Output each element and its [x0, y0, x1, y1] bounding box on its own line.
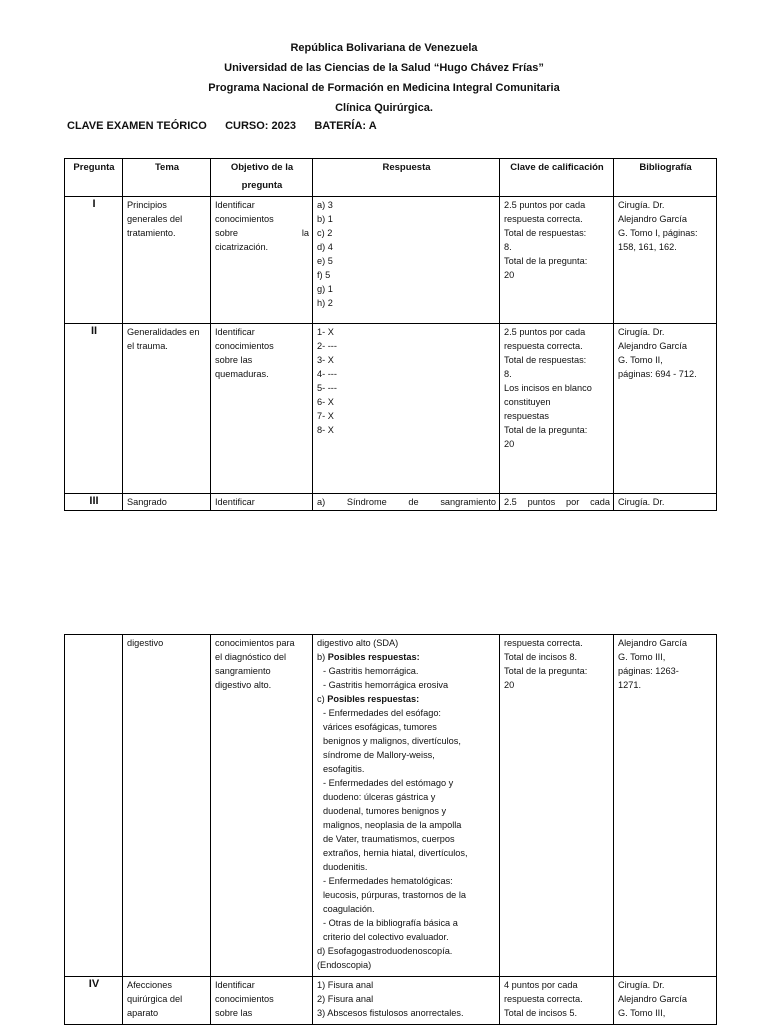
topic-cell: Principios generales del tratamiento. [123, 197, 211, 324]
grading-cell: 2.5 puntos por cada respuesta correcta. Total de respuestas: 8. Los incisos en blanco constituyen respuestas Total de la pregunta: 20 [500, 324, 614, 494]
bibliography-cell: Cirugía. Dr. [614, 494, 717, 511]
question-number [65, 635, 123, 977]
objective-cell: Identificar conocimientos sobre las quemaduras. [211, 324, 313, 494]
table-row [65, 635, 717, 977]
question-number: III [65, 494, 123, 511]
grading-cell: 2.5 puntos por cada respuesta correcta. Total de respuestas: 8. Total de la pregunta: 20 [500, 197, 614, 324]
answer-key-table [64, 158, 717, 511]
bibliography-cell: Cirugía. Dr. Alejandro García G. Tomo I, páginas: 158, 161, 162. [614, 197, 717, 324]
col-clave: Clave de calificación [500, 159, 614, 197]
exam-key-line: CLAVE EXAMEN TEÓRICO CURSO: 2023 BATERÍA: A [67, 120, 377, 132]
table-row [65, 324, 717, 494]
header-program: Programa Nacional de Formación en Medicina Integral Comunitaria [208, 82, 560, 94]
topic-cell: Sangrado [123, 494, 211, 511]
objective-cell: Identificar [211, 494, 313, 511]
question-number: IV [65, 977, 123, 1025]
question-number: II [65, 324, 123, 494]
table-row [65, 197, 717, 324]
header-university: Universidad de las Ciencias de la Salud “Hugo Chávez Frías” [224, 62, 544, 74]
topic-cell: Afecciones quirúrgica del aparato [123, 977, 211, 1025]
answer-key-table-continued [64, 634, 717, 1025]
bibliography-cell: Cirugía. Dr. Alejandro García G. Tomo II, páginas: 694 - 712. [614, 324, 717, 494]
answer-cell: 1- X 2- --- 3- X 4- --- 5- --- 6- X 7- X 8- X [313, 324, 500, 494]
topic-cell: Generalidades en el trauma. [123, 324, 211, 494]
table-header-row [65, 159, 717, 197]
header-country: República Bolivariana de Venezuela [290, 42, 478, 54]
table-row [65, 494, 717, 511]
table-row [65, 977, 717, 1025]
col-pregunta: Pregunta [65, 159, 123, 197]
topic-cell: digestivo [123, 635, 211, 977]
bibliography-cell: Cirugía. Dr. Alejandro García G. Tomo III, [614, 977, 717, 1025]
grading-cell: respuesta correcta. Total de incisos 8. Total de la pregunta: 20 [500, 635, 614, 977]
grading-cell: 4 puntos por cada respuesta correcta. Total de incisos 5. [500, 977, 614, 1025]
answer-cell: 1) Fisura anal 2) Fisura anal 3) Abscesos fistulosos anorrectales. [313, 977, 500, 1025]
col-objetivo: Objetivo de la pregunta [211, 159, 313, 197]
objective-cell: Identificar conocimientos sobre las [211, 977, 313, 1025]
grading-cell: 2.5 puntos por cada [500, 494, 614, 511]
answer-cell: digestivo alto (SDA) b) Posibles respuestas: - Gastritis hemorrágica. - Gastritis hemorrágica erosiva c) Posibles respuestas: - Enfermedades del esófago: várices esofágicas, tumores benignos y malignos, divertículos, síndrome de Mallory-weiss, esofagitis. - Enfermedades del estómago y duodeno: úlceras gástrica y duodenal, tumores benignos y malignos, neoplasia de la ampolla de Vater, traumatismos, cuerpos extraños, hernia hiatal, divertículos, duodenitis. - Enfermedades hematológicas: leucosis, púrpuras, trastornos de la coagulación. - Otras de la bibliografía básica a criterio del colectivo evaluador. d) Esofagogastroduodenoscopía. (Endoscopia) [313, 635, 500, 977]
objective-cell: conocimientos para el diagnóstico del sangramiento digestivo alto. [211, 635, 313, 977]
objective-cell: Identificar conocimientos sobre la cicatrización. [211, 197, 313, 324]
bibliography-cell: Alejandro García G. Tomo III, páginas: 1263- 1271. [614, 635, 717, 977]
document-header [0, 38, 768, 118]
answer-cell: a) Síndrome de sangramiento [313, 494, 500, 511]
col-bibliografia: Bibliografía [614, 159, 717, 197]
header-subject: Clínica Quirúrgica. [335, 102, 433, 114]
question-number: I [65, 197, 123, 324]
answer-cell: a) 3 b) 1 c) 2 d) 4 e) 5 f) 5 g) 1 h) 2 [313, 197, 500, 324]
col-respuesta: Respuesta [313, 159, 500, 197]
col-tema: Tema [123, 159, 211, 197]
